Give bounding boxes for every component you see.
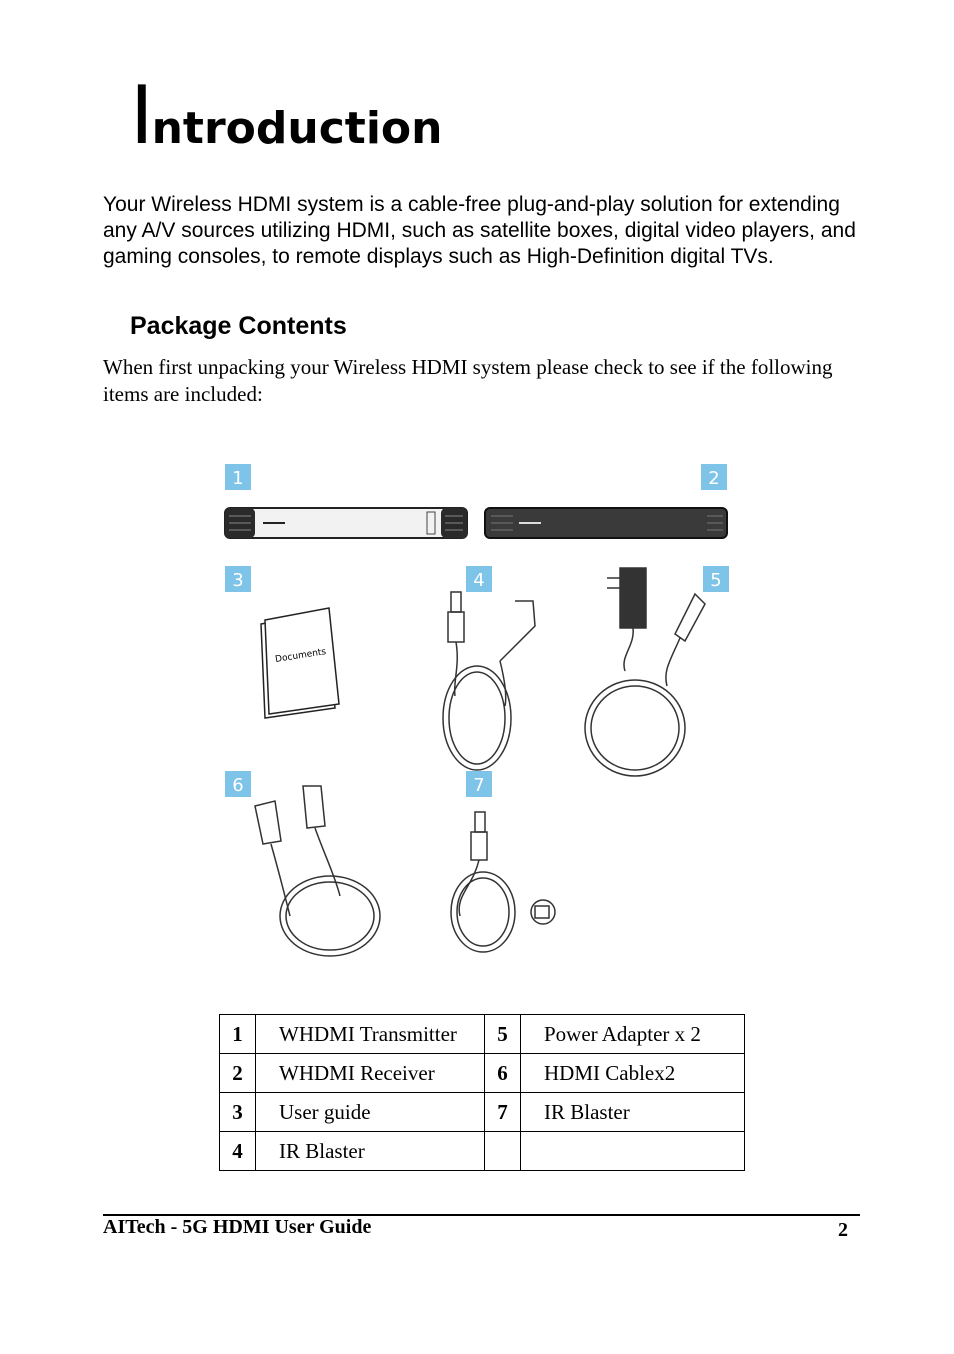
item-number: 1	[220, 1015, 256, 1054]
badge-3	[225, 566, 251, 592]
item-name: IR Blaster	[256, 1132, 485, 1171]
receiver-device-icon	[485, 508, 727, 538]
badge-6	[225, 771, 251, 797]
footer-guide-title: AITech - 5G HDMI User Guide	[103, 1216, 372, 1238]
badge-4	[466, 566, 492, 592]
item-number: 4	[220, 1132, 256, 1171]
booklet-label: Documents	[274, 647, 327, 665]
table-row	[220, 1054, 745, 1093]
badge-1	[225, 464, 251, 490]
item-number: 5	[485, 1015, 521, 1054]
package-intro-text: When first unpacking your Wireless HDMI system please check to see if the following items are included:	[103, 355, 833, 406]
item-name: Power Adapter x 2	[521, 1015, 745, 1054]
intro-paragraph: Your Wireless HDMI system is a cable-free plug-and-play solution for extending any A/V sources utilizing HDMI, such as satellite boxes, digital video players, and gaming consoles, to remote displays such as High-Definition digital TVs.	[103, 193, 856, 268]
item-name: IR Blaster	[521, 1093, 745, 1132]
title-initial: I	[130, 69, 152, 162]
contents-table-body	[220, 1015, 745, 1171]
table-row	[220, 1015, 745, 1054]
title-rest: ntroduction	[151, 103, 443, 154]
ir-blaster-icon	[451, 812, 555, 952]
package-contents-table	[219, 1014, 745, 1171]
item-number	[485, 1132, 521, 1171]
item-name: WHDMI Receiver	[256, 1054, 485, 1093]
page-number: 2	[838, 1219, 848, 1241]
svg-text:7: 7	[473, 775, 485, 796]
package-contents-illustration	[215, 456, 745, 976]
ir-blaster-cable-icon	[443, 592, 535, 770]
item-name: WHDMI Transmitter	[256, 1015, 485, 1054]
badge-2	[701, 464, 727, 490]
item-number: 2	[220, 1054, 256, 1093]
package-contents-heading: Package Contents	[130, 312, 347, 340]
page-title	[130, 69, 443, 162]
user-guide-booklet-icon	[261, 608, 339, 718]
svg-text:5: 5	[710, 570, 722, 591]
badge-5	[703, 566, 729, 592]
item-number: 6	[485, 1054, 521, 1093]
item-name	[521, 1132, 745, 1171]
svg-text:1: 1	[232, 468, 244, 489]
item-name: HDMI Cablex2	[521, 1054, 745, 1093]
table-row	[220, 1093, 745, 1132]
power-adapter-icon	[585, 568, 705, 776]
hdmi-cable-icon	[255, 786, 380, 956]
item-number: 7	[485, 1093, 521, 1132]
svg-text:2: 2	[708, 468, 720, 489]
svg-text:4: 4	[473, 570, 485, 591]
badge-7	[466, 771, 492, 797]
svg-text:6: 6	[232, 775, 244, 796]
table-row	[220, 1132, 745, 1171]
item-number: 3	[220, 1093, 256, 1132]
package-contents-svg	[215, 456, 745, 976]
transmitter-device-icon	[225, 508, 467, 538]
item-name: User guide	[256, 1093, 485, 1132]
svg-text:3: 3	[232, 570, 244, 591]
